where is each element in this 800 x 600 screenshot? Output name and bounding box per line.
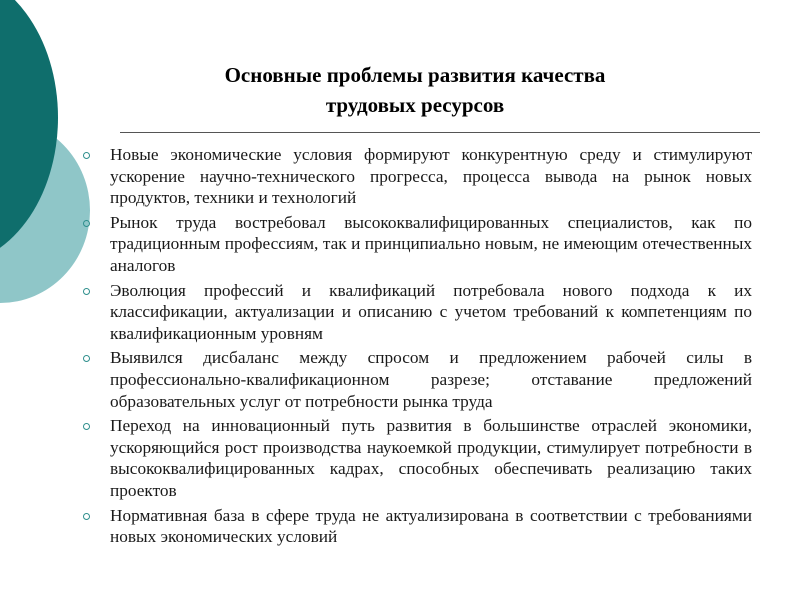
circle-bullet-icon: [83, 288, 90, 295]
slide-title: [150, 60, 680, 120]
circle-bullet-icon: [83, 355, 90, 362]
list-item: [76, 212, 752, 277]
list-item: [76, 347, 752, 412]
circle-bullet-icon: [83, 423, 90, 430]
title-line-2: трудовых ресурсов: [325, 93, 505, 117]
list-item-text: Переход на инновационный путь развития в большинстве отраслей экономики, ускоряющийся рост производства наукоемкой продукции, стимулирует потребности в высококвалифицированных кадрах, способных обеспечивать реализацию таких проектов: [110, 416, 752, 500]
circle-bullet-icon: [83, 513, 90, 520]
list-item-text: Нормативная база в сфере труда не актуализирована в соответствии с требованиями новых экономических условий: [110, 505, 752, 547]
bullet-list: [76, 144, 752, 551]
circle-bullet-icon: [83, 220, 90, 227]
list-item: [76, 280, 752, 345]
title-line-1: Основные проблемы развития качества: [224, 63, 606, 87]
list-item-text: Новые экономические условия формируют конкурентную среду и стимулируют ускорение научно-технического прогресса, процесса вывода на рынок новых продуктов, техники и технологий: [110, 145, 752, 208]
list-item-text: Рынок труда востребовал высококвалифицированных специалистов, как по традиционным профессиям, так и принципиально новым, не имеющим отечественных аналогов: [110, 212, 752, 275]
title-divider: [120, 132, 760, 133]
list-item: [76, 144, 752, 209]
list-item: [76, 505, 752, 548]
circle-bullet-icon: [83, 152, 90, 159]
list-item-text: Выявился дисбаланс между спросом и предложением рабочей силы в профессионально-квалификационном разрезе; отставание предложений образовательных услуг от потребности рынка труда: [110, 348, 752, 411]
list-item-text: Эволюция профессий и квалификаций потребовала нового подхода к их классификации, актуализации и описанию с учетом требований к компетенциям по квалификационным уровням: [110, 280, 752, 343]
list-item: [76, 415, 752, 501]
